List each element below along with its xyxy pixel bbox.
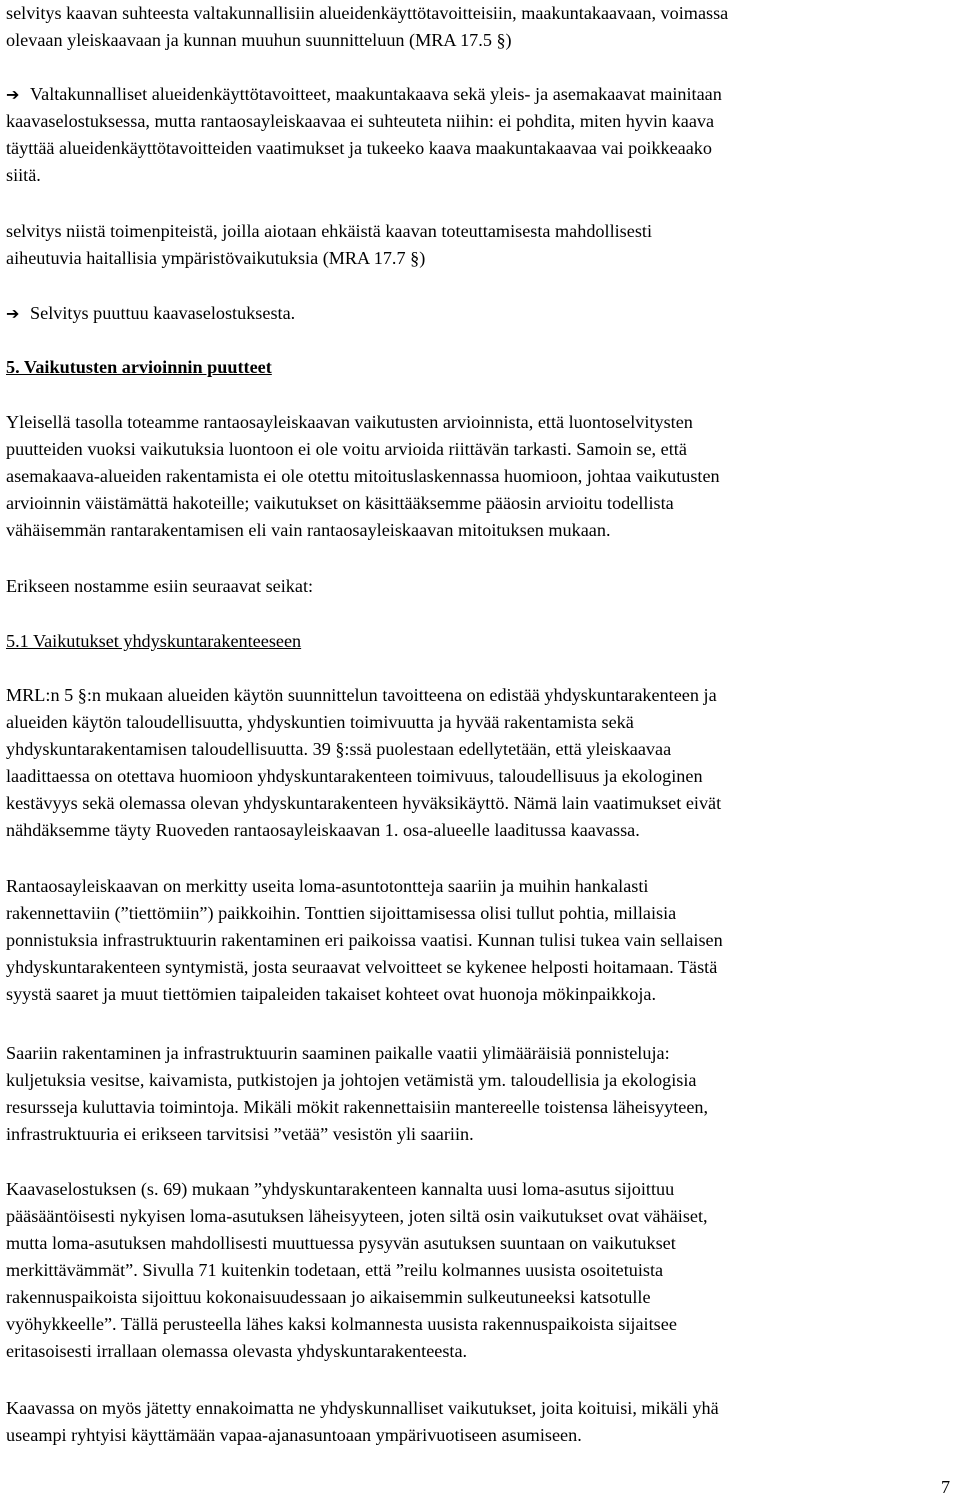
paragraph-intro-2 [6, 218, 652, 272]
arrow-right-icon: ➔ [6, 85, 20, 104]
text-line: Selvitys puuttuu kaavaselostuksesta. [30, 303, 296, 323]
text-line: kestävyys sekä olemassa olevan yhdyskuntarakenteen hyväksikäyttö. Nämä lain vaatimukset eivät [6, 793, 722, 813]
text-line: mutta loma-asutuksen mahdollisesti muuttuessa pysyvän asutuksen suuntaan on vaikutukset [6, 1233, 676, 1253]
text-line: arvioinnin väistämättä hakoteille; vaikutukset on käsittääksemme pääosin arvioitu todellista [6, 493, 674, 513]
paragraph-mrl [6, 682, 721, 844]
paragraph-erikseen: Erikseen nostamme esiin seuraavat seikat: [6, 576, 314, 596]
text-line: nähdäksemme täyty Ruoveden rantaosayleiskaavan 1. osa-alueelle laaditussa kaavassa. [6, 820, 640, 840]
text-line: MRL:n 5 §:n mukaan alueiden käytön suunnittelun tavoitteena on edistää yhdyskuntarakenteen ja [6, 685, 717, 705]
text-line: kaavaselostuksessa, mutta rantaosayleiskaavaa ei suhteuteta niihin: ei pohdita, miten hyvin kaava [6, 111, 715, 131]
text-line: rakennettaviin (”tiettömiin”) paikkoihin. Tonttien sijoittamisessa olisi tullut pohtia, millaisia [6, 903, 677, 923]
text-line: Valtakunnalliset alueidenkäyttötavoitteet, maakuntakaava sekä yleis- ja asemakaavat mainitaan [30, 84, 722, 104]
paragraph-kaavassa [6, 1395, 719, 1449]
text-line: resursseja kuluttavia toimintoja. Mikäli mökit rakennettaisiin mantereelle toistensa läheisyyteen, [6, 1097, 709, 1117]
text-line: selvitys niistä toimenpiteistä, joilla aiotaan ehkäistä kaavan toteuttamisesta mahdollisesti [6, 221, 653, 241]
paragraph-arrow-1 [6, 81, 722, 189]
text-line: vyöhykkeelle”. Tällä perusteella lähes kaksi kolmannesta uusista rakennuspaikoista sijaitsee [6, 1314, 677, 1334]
text-line: puutteiden vuoksi vaikutuksia luontoon ei ole voitu arvioida riittävän tarkasti. Samoin se, että [6, 439, 687, 459]
text-line: rakennuspaikoista sijoittuu kokonaisuudessaan jo aikaisemmin sulkeutuneeksi katsotulle [6, 1287, 651, 1307]
paragraph-section-5 [6, 409, 720, 544]
text-line: täyttää alueidenkäyttötavoitteiden vaatimukset ja tukeeko kaava maakuntakaavaa vai poikkeaako [6, 138, 712, 158]
text-line: yhdyskuntarakenteen syntymistä, josta seuraavat velvoitteet se kykenee helposti hoitamaan. Tästä [6, 957, 718, 977]
paragraph-saariin [6, 1040, 708, 1148]
text-line: asemakaava-alueiden rakentamista ei ole otettu mitoituslaskennassa huomioon, johtaa vaikutusten [6, 466, 720, 486]
text-line: yhdyskuntarakentamisen taloudellisuutta. 39 §:ssä puolestaan edellytetään, että yleiskaavaa [6, 739, 672, 759]
text-line: kuljetuksia vesitse, kaivamista, putkistojen ja johtojen vetämistä ym. taloudellisia ja ekologisia [6, 1070, 697, 1090]
paragraph-kaavaselostus [6, 1176, 708, 1365]
text-line: infrastruktuuria ei erikseen tarvitsisi ”vetää” vesistön yli saariin. [6, 1124, 474, 1144]
arrow-right-icon: ➔ [6, 304, 20, 323]
paragraph-intro-1 [6, 0, 728, 54]
text-line: merkittävämmät”. Sivulla 71 kuitenkin todetaan, että ”reilu kolmannes uusista osoitetuista [6, 1260, 664, 1280]
text-line: useampi ryhtyisi käyttämään vapaa-ajanasuntoaan ympärivuotiseen asumiseen. [6, 1425, 582, 1445]
paragraph-rantaosayleiskaava [6, 873, 723, 1008]
text-line: syystä saaret ja muut tiettömien taipaleiden takaiset kohteet ovat huonoja mökinpaikkoja. [6, 984, 657, 1004]
text-line: Rantaosayleiskaavan on merkitty useita loma-asuntotontteja saariin ja muihin hankalasti [6, 876, 649, 896]
text-line: ponnistuksia infrastruktuurin rakentaminen eri paikoissa vaatisi. Kunnan tulisi tukea vain sellaisen [6, 930, 723, 950]
text-line: siitä. [6, 165, 41, 185]
text-line: eritasoisesti irrallaan olemassa olevasta yhdyskuntarakenteesta. [6, 1341, 468, 1361]
arrow-line [6, 81, 722, 108]
text-line: Kaavaselostuksen (s. 69) mukaan ”yhdyskuntarakenteen kannalta uusi loma-asutus sijoittuu [6, 1179, 675, 1199]
text-line: alueiden käytön taloudellisuutta, yhdyskuntien toimivuutta ja hyvää rakentamista sekä [6, 712, 634, 732]
text-line: selvitys kaavan suhteesta valtakunnallisiin alueidenkäyttötavoitteisiin, maakuntakaavaan, voimassa [6, 3, 729, 23]
section-heading-5: 5. Vaikutusten arvioinnin puutteet [6, 357, 272, 377]
page-number: 7 [941, 1477, 951, 1497]
section-heading-5-1: 5.1 Vaikutukset yhdyskuntarakenteeseen [6, 631, 302, 651]
arrow-line [6, 300, 295, 327]
text-line: laadittaessa on otettava huomioon yhdyskuntarakenteen toimivuus, taloudellisuus ja ekologinen [6, 766, 703, 786]
text-line: aiheutuvia haitallisia ympäristövaikutuksia (MRA 17.7 §) [6, 248, 426, 268]
text-line: Yleisellä tasolla toteamme rantaosayleiskaavan vaikutusten arvioinnista, että luontoselvitysten [6, 412, 693, 432]
text-line: vähäisemmän rantarakentamisen eli vain rantaosayleiskaavan mitoituksen mukaan. [6, 520, 611, 540]
text-line: Saariin rakentaminen ja infrastruktuurin saaminen paikalle vaatii ylimääräisiä ponnisteluja: [6, 1043, 670, 1063]
text-line: Kaavassa on myös jätetty ennakoimatta ne yhdyskunnalliset vaikutukset, joita koituisi, mikäli yhä [6, 1398, 719, 1418]
text-line: olevaan yleiskaavaan ja kunnan muuhun suunnitteluun (MRA 17.5 §) [6, 30, 512, 50]
text-line: pääsääntöisesti nykyisen loma-asutuksen läheisyyteen, joten siltä osin vaikutukset ovat vähäiset, [6, 1206, 708, 1226]
paragraph-arrow-2 [6, 300, 295, 327]
